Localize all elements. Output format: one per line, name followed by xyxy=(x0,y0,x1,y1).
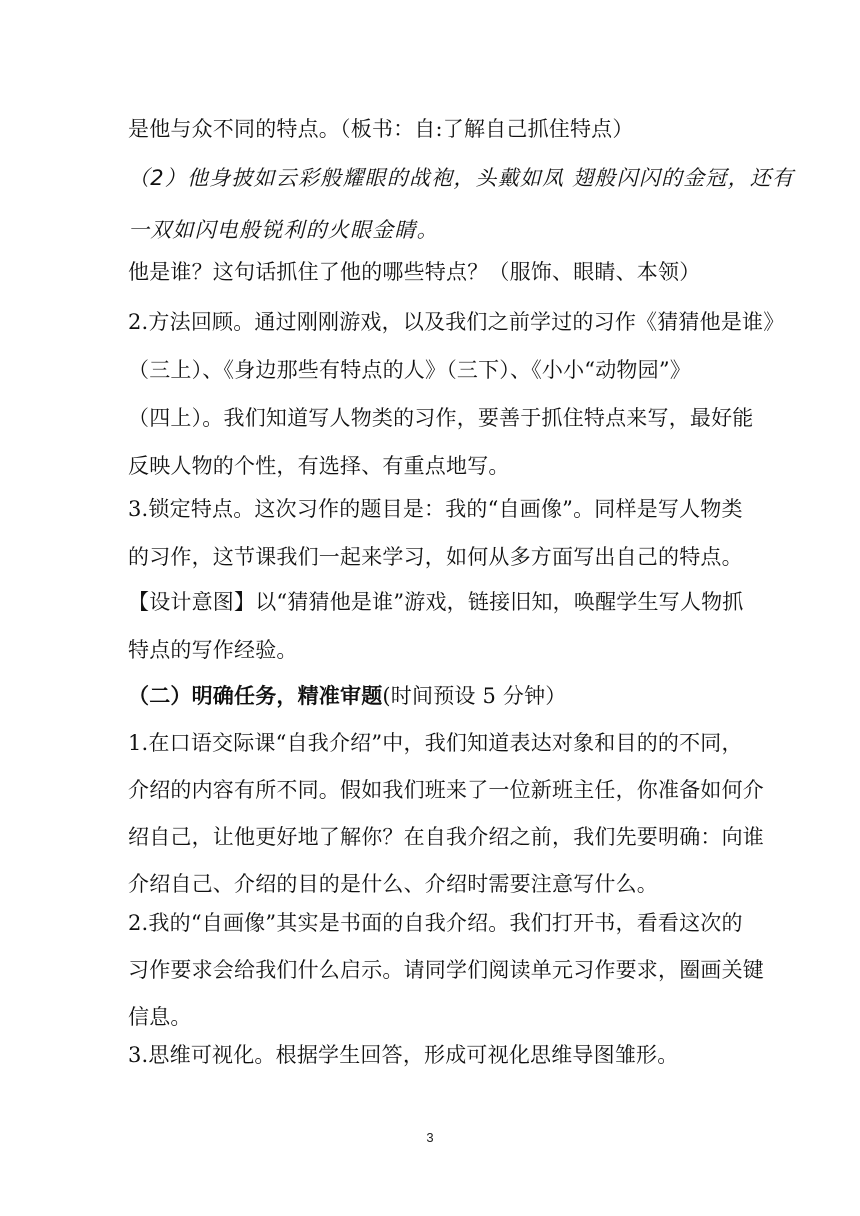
text-line: （三上）、《身边那些有特点的人》（三下）、《小小“动物园”》 xyxy=(128,358,691,382)
text-line: 是他与众不同的特点。（板书：自:了解自己抓住特点） xyxy=(128,117,634,141)
text-line: 2.方法回顾。通过刚刚游戏，以及我们之前学过的习作《猜猜他是谁》 xyxy=(128,310,785,334)
paragraph-description-quote xyxy=(128,159,795,249)
section-heading-line xyxy=(128,677,743,715)
text-line: （四上）。我们知道写人物类的习作，要善于抓住特点来写，最好能 xyxy=(128,406,754,430)
section-heading xyxy=(128,677,743,715)
text-line: 反映人物的个性，有选择、有重点地写。 xyxy=(128,454,510,478)
paragraph-lock-features xyxy=(128,490,743,576)
paragraph-question xyxy=(128,253,743,291)
text-line: 1.在口语交际课“自我介绍”中，我们知道表达对象和目的的不同， xyxy=(128,731,743,755)
paragraph-written-introduction xyxy=(128,904,764,1036)
text-line: 特点的写作经验。 xyxy=(128,638,298,662)
paragraph-method-review xyxy=(128,303,785,485)
text-line: 一双如闪电般锐利的火眼金睛。 xyxy=(128,218,439,242)
text-line: 信息。 xyxy=(128,1005,192,1029)
text-line: 介绍自己、介绍的目的是什么、介绍时需要注意写什么。 xyxy=(128,872,658,896)
text-line: 3.锁定特点。这次习作的题目是：我的“自画像”。同样是写人物类 xyxy=(128,497,743,521)
text-line: （2）他身披如云彩般耀眼的战袍，头戴如凤 翅般闪闪的金冠，还有 xyxy=(128,166,795,190)
paragraph-visual-thinking xyxy=(128,1036,743,1074)
text-line: 的习作，这节课我们一起来学习，如何从多方面写出自己的特点。 xyxy=(128,545,743,569)
text-line: 习作要求会给我们什么启示。请同学们阅读单元习作要求，圈画关键 xyxy=(128,958,764,982)
paragraph-self-introduction xyxy=(128,724,764,903)
text-line: 3.思维可视化。根据学生回答，形成可视化思维导图雏形。 xyxy=(128,1043,679,1067)
text-line: 绍自己，让他更好地了解你？在自我介绍之前，我们先要明确：向谁 xyxy=(128,825,764,849)
paragraph-design-intent xyxy=(128,583,743,669)
paragraph-summary xyxy=(128,110,743,148)
section-heading-title: （二）明确任务，精准审题 xyxy=(128,684,383,708)
text-line: 【设计意图】以“猜猜他是谁”游戏，链接旧知，唤醒学生写人物抓 xyxy=(128,590,744,614)
text-line: 他是谁？这句话抓住了他的哪些特点？（服饰、眼睛、本领） xyxy=(128,260,701,284)
page-number: 3 xyxy=(426,1130,434,1145)
section-heading-time: (时间预设 5 分钟） xyxy=(382,684,567,708)
text-line: 介绍的内容有所不同。假如我们班来了一位新班主任，你准备如何介 xyxy=(128,778,764,802)
text-line: 2.我的“自画像”其实是书面的自我介绍。我们打开书，看看这次的 xyxy=(128,911,743,935)
